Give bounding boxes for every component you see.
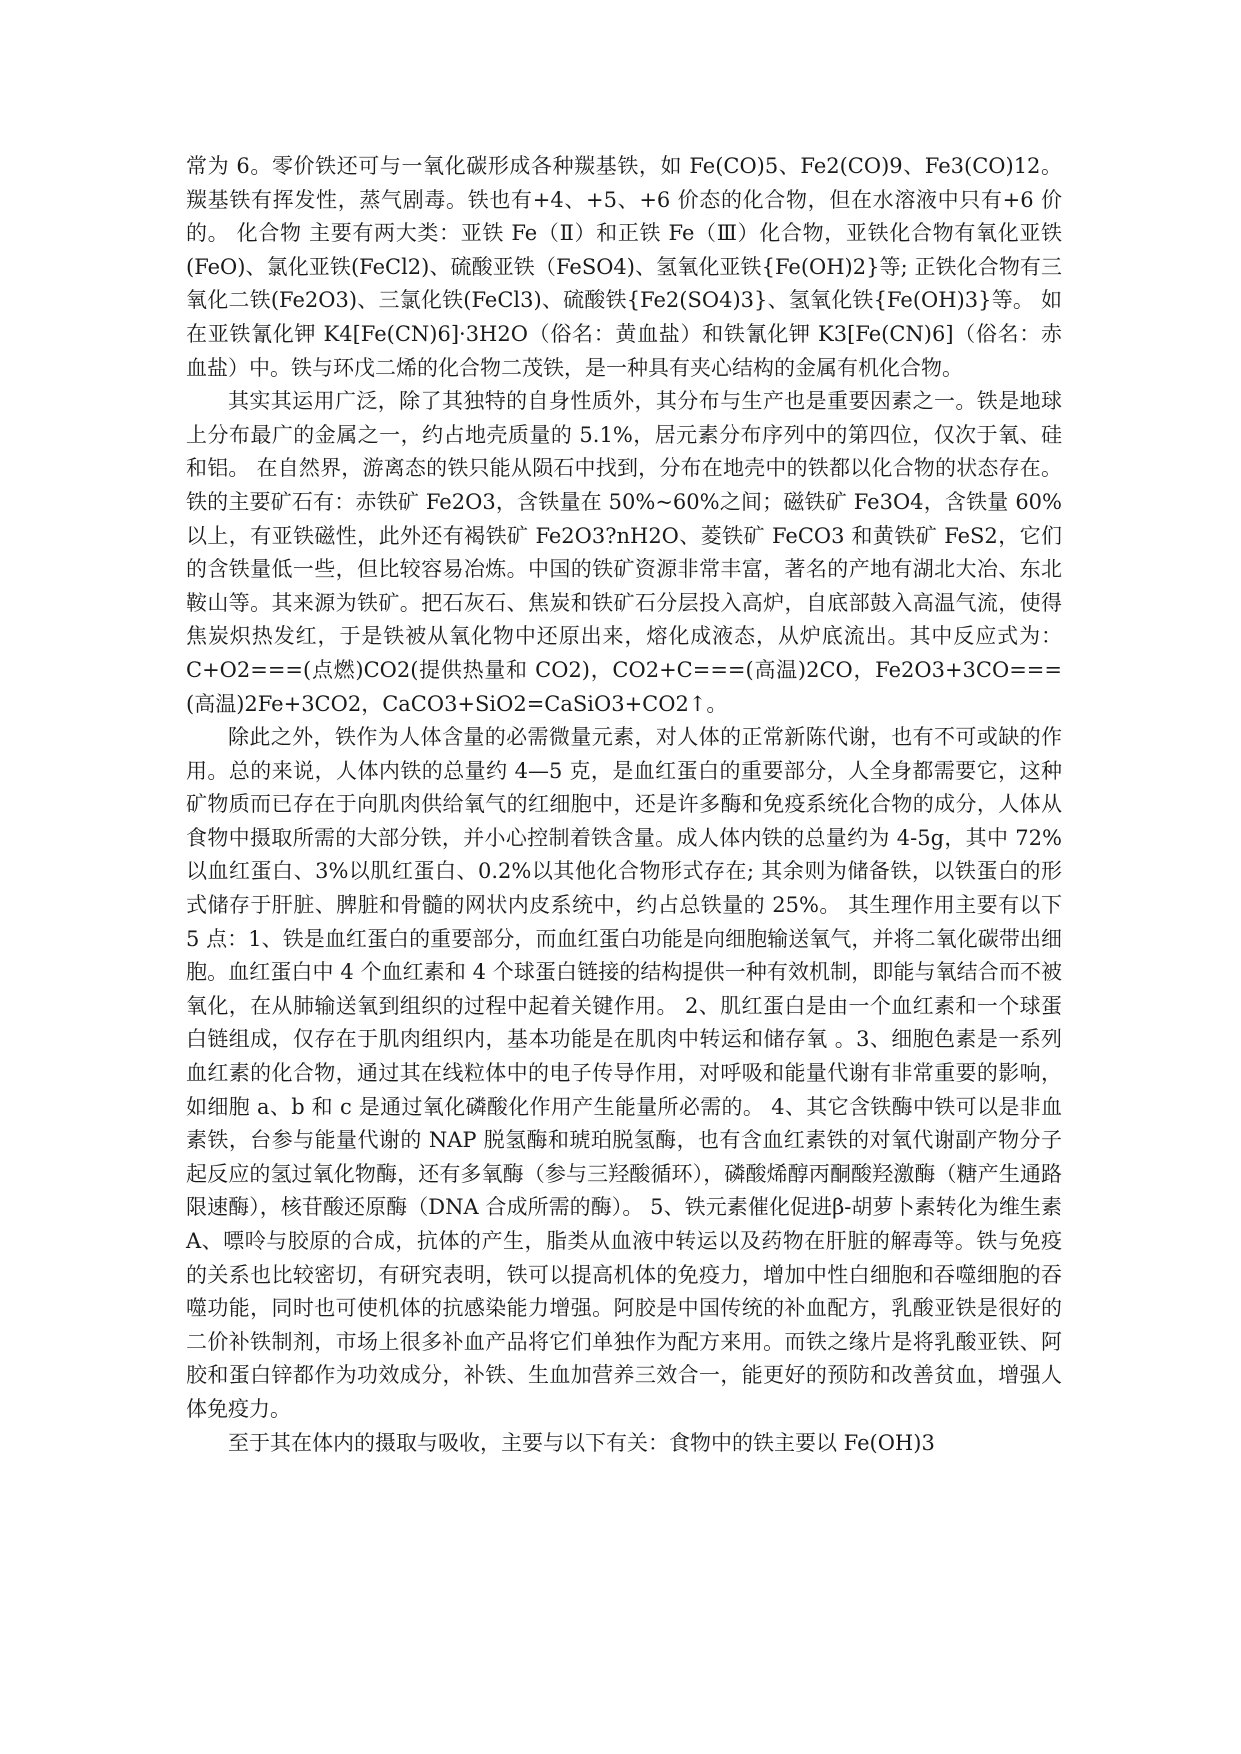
paragraph-iron-absorption: 至于其在体内的摄取与吸收，主要与以下有关：食物中的铁主要以 Fe(OH)3 — [228, 1430, 935, 1455]
paragraph-iron-compounds: 常为 6。零价铁还可与一氧化碳形成各种羰基铁，如 Fe(CO)5、Fe2(CO)9、Fe3(CO)12。羰基铁有挥发性，蒸气剧毒。铁也有+4、+5、+6 价态的化合物，但在水溶液中只有+6 价的。 化合物 主要有两大类：亚铁 Fe（Ⅱ）和正铁 Fe（Ⅲ）化合物，亚铁化合物有氧化亚铁(FeO)、氯化亚铁(FeCl2)、硫酸亚铁（FeSO4)、氢氧化亚铁{Fe(OH)2}等; 正铁化合物有三氧化二铁(Fe2O3)、三氯化铁(FeCl3)、硫酸铁{Fe2(SO4)3}、氢氧化铁{Fe(OH)3}等。 如在亚铁氰化钾 K4[Fe(CN)6]·3H2O（俗名：黄血盐）和铁氰化钾 K3[Fe(CN)6]（俗名：赤血盐）中。铁与环戊二烯的化合物二茂铁，是一种具有夹心结构的金属有机化合物。 — [186, 154, 1062, 380]
paragraph-iron-human-body: 除此之外，铁作为人体含量的必需微量元素，对人体的正常新陈代谢，也有不可或缺的作用。总的来说，人体内铁的总量约 4—5 克，是血红蛋白的重要部分，人全身都需要它，这种矿物质而已存在于向肌肉供给氧气的红细胞中，还是许多酶和免疫系统化合物的成分，人体从食物中摄取所需的大部分铁，并小心控制着铁含量。成人体内铁的总量约为 4-5g，其中 72%以血红蛋白、3%以肌红蛋白、0.2%以其他化合物形式存在; 其余则为储备铁，以铁蛋白的形式储存于肝脏、脾脏和骨髓的网状内皮系统中，约占总铁量的 25%。 其生理作用主要有以下 5 点：1、铁是血红蛋白的重要部分，而血红蛋白功能是向细胞输送氧气，并将二氧化碳带出细胞。血红蛋白中 4 个血红素和 4 个球蛋白链接的结构提供一种有效机制，即能与氧结合而不被氧化，在从肺输送氧到组织的过程中起着关键作用。 2、肌红蛋白是由一个血红素和一个球蛋白链组成，仅存在于肌肉组织内，基本功能是在肌肉中转运和储存氧 。3、细胞色素是一系列血红素的化合物，通过其在线粒体中的电子传导作用，对呼吸和能量代谢有非常重要的影响，如细胞 a、b 和 c 是通过氧化磷酸化作用产生能量所必需的。 4、其它含铁酶中铁可以是非血素铁，台参与能量代谢的 NAP 脱氢酶和琥珀脱氢酶，也有含血红素铁的对氧代谢副产物分子起反应的氢过氧化物酶，还有多氧酶（参与三羟酸循环），磷酸烯醇丙酮酸羟激酶（糖产生通路限速酶），核苷酸还原酶（DNA 合成所需的酶）。 5、铁元素催化促进β-胡萝卜素转化为维生素 A、嘌呤与胶原的合成，抗体的产生，脂类从血液中转运以及药物在肝脏的解毒等。铁与免疫的关系也比较密切，有研究表明，铁可以提高机体的免疫力，增加中性白细胞和吞噬细胞的吞噬功能，同时也可使机体的抗感染能力增强。阿胶是中国传统的补血配方，乳酸亚铁是很好的二价补铁制剂，市场上很多补血产品将它们单独作为配方来用。而铁之缘片是将乳酸亚铁、阿胶和蛋白锌都作为功效成分，补铁、生血加营养三效合一，能更好的预防和改善贫血，增强人体免疫力。 — [186, 725, 1062, 1421]
paragraph-iron-distribution-production: 其实其运用广泛，除了其独特的自身性质外，其分布与生产也是重要因素之一。铁是地球上分布最广的金属之一，约占地壳质量的 5.1%，居元素分布序列中的第四位，仅次于氧、硅和铝。 在自然界，游离态的铁只能从陨石中找到，分布在地壳中的铁都以化合物的状态存在。铁的主要矿石有：赤铁矿 Fe2O3，含铁量在 50%~60%之间；磁铁矿 Fe3O4，含铁量 60%以上，有亚铁磁性，此外还有褐铁矿 Fe2O3?nH2O、菱铁矿 FeCO3 和黄铁矿 FeS2，它们的含铁量低一些，但比较容易冶炼。中国的铁矿资源非常丰富，著名的产地有湖北大冶、东北鞍山等。其来源为铁矿。把石灰石、焦炭和铁矿石分层投入高炉，自底部鼓入高温气流，使得焦炭炽热发红，于是铁被从氧化物中还原出来，熔化成液态，从炉底流出。其中反应式为：C+O2===(点燃)CO2(提供热量和 CO2)，CO2+C===(高温)2CO，Fe2O3+3CO===(高温)2Fe+3CO2，CaCO3+SiO2=CaSiO3+CO2↑。 — [186, 389, 1062, 716]
document-page — [186, 150, 1062, 1460]
